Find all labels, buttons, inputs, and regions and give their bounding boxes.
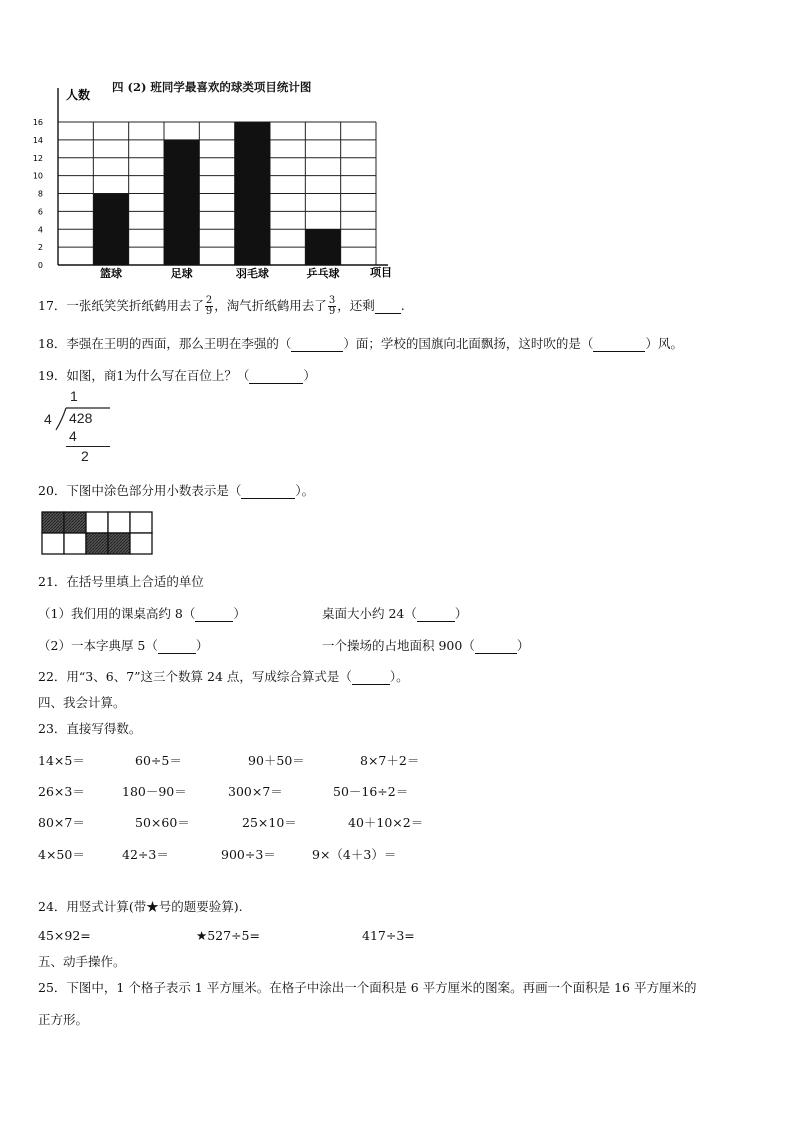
shaded-cell	[64, 512, 86, 533]
shaded-cell	[86, 533, 108, 554]
y-tick-label: 8	[37, 189, 43, 199]
calc-item: 25×10＝	[242, 815, 297, 830]
question-20	[38, 481, 314, 499]
fraction-denominator: 9	[205, 306, 213, 317]
q21-close: ）	[195, 638, 209, 653]
calc-item: 80×7＝	[38, 815, 85, 830]
calc-item: 50－16÷2＝	[333, 784, 409, 799]
chart-title: 四 (2) 班同学最喜欢的球类项目统计图	[112, 80, 312, 94]
fraction-numerator: 3	[328, 295, 336, 306]
calc-item: 9×（4＋3）＝	[312, 847, 397, 862]
calc-item: 300×7＝	[228, 784, 283, 799]
y-tick-label: 12	[32, 153, 43, 163]
q21-row2-right	[322, 636, 529, 654]
answer-blank[interactable]	[475, 638, 517, 654]
division-dividend: 428	[69, 410, 93, 426]
question-19	[38, 366, 316, 384]
calc-item: 60÷5＝	[135, 753, 182, 768]
y-tick-label: 10	[32, 171, 43, 181]
q21-row1-left	[38, 604, 246, 622]
q20-text-end: ）。	[295, 483, 315, 498]
q20-text: 20．下图中涂色部分用小数表示是（	[38, 483, 242, 498]
q19-text-end: ）	[303, 368, 316, 383]
answer-blank[interactable]	[195, 606, 233, 622]
q19-text: 19．如图，商1为什么写在百位上？（	[38, 368, 250, 383]
question-25-line1: 25．下图中，1 个格子表示 1 平方厘米。在格子中涂出一个面积是 6 平方厘米的图案。再画一个面积是 16 平方厘米的	[38, 980, 697, 995]
calc-item: 42÷3＝	[122, 847, 169, 862]
bar	[93, 194, 128, 266]
bar	[164, 140, 199, 265]
x-axis-label: 项目	[370, 266, 392, 279]
question-18	[38, 334, 683, 352]
grid-cell	[130, 512, 152, 533]
answer-blank[interactable]	[375, 298, 401, 314]
q18-text-a: 18．李强在王明的西面，那么王明在李强的（	[38, 336, 292, 351]
shaded-cell	[42, 512, 64, 533]
calc-item: 14×5＝	[38, 753, 85, 768]
fraction-2-9	[205, 296, 213, 317]
q18-text-b: ）面；学校的国旗向北面飘扬，这时吹的是（	[343, 336, 594, 351]
grid-cell	[86, 512, 108, 533]
q21-row2-left	[38, 636, 208, 654]
division-quotient: 1	[70, 388, 78, 404]
y-axis-label: 人数	[66, 88, 91, 102]
y-tick-label: 4	[37, 225, 43, 235]
vertical-calc-item: ★527÷5=	[196, 928, 260, 943]
calc-item: 900÷3＝	[221, 847, 276, 862]
calc-item: 26×3＝	[38, 784, 85, 799]
q17-text-b: ，淘气折纸鹤用去了	[214, 298, 327, 313]
grid-cell	[42, 533, 64, 554]
q18-text-c: ）风。	[645, 336, 683, 351]
y-tick-label: 0	[37, 261, 43, 270]
bar	[235, 122, 270, 265]
answer-blank[interactable]	[249, 368, 303, 384]
calc-item: 40＋10×2＝	[348, 815, 424, 830]
y-tick-label: 14	[32, 135, 43, 145]
question-21-title: 21．在括号里填上合适的单位	[38, 574, 204, 589]
q17-text-c: ，还剩	[337, 298, 375, 313]
division-divisor: 4	[44, 411, 52, 427]
answer-blank[interactable]	[352, 669, 390, 685]
q21-text: 一个操场的占地面积 900（	[322, 638, 475, 653]
shaded-grid	[41, 511, 153, 555]
division-remainder: 2	[81, 448, 89, 464]
answer-blank[interactable]	[593, 336, 645, 352]
section-4-heading: 四、我会计算。	[38, 695, 126, 710]
grid-cell	[130, 533, 152, 554]
fraction-denominator: 9	[328, 306, 336, 317]
vertical-calc-item: 417÷3=	[362, 928, 415, 943]
q21-close: ）	[454, 606, 468, 621]
bar	[305, 229, 340, 265]
vertical-calc-item: 45×92=	[38, 928, 91, 943]
x-category-label: 篮球	[100, 267, 122, 280]
division-product: 4	[69, 428, 77, 444]
y-tick-label: 16	[32, 118, 43, 127]
question-22	[38, 667, 409, 685]
q22-text-end: ）。	[389, 669, 409, 684]
answer-blank[interactable]	[291, 336, 343, 352]
calc-item: 180－90＝	[122, 784, 187, 799]
q21-text: （2）一本字典厚 5（	[38, 638, 158, 653]
answer-blank[interactable]	[158, 638, 196, 654]
question-25-line2: 正方形。	[38, 1012, 89, 1027]
question-23-title: 23．直接写得数。	[38, 721, 142, 736]
question-17	[38, 296, 405, 317]
division-line	[66, 446, 110, 447]
answer-blank[interactable]	[417, 606, 455, 622]
shaded-cell	[108, 533, 130, 554]
bar-chart	[30, 85, 410, 285]
y-tick-label: 6	[37, 207, 43, 217]
q17-text-a: 17．一张纸笑笑折纸鹤用去了	[38, 298, 204, 313]
calc-item: 50×60＝	[135, 815, 190, 830]
x-category-label: 乒乓球	[306, 267, 340, 280]
answer-blank[interactable]	[241, 483, 295, 499]
calc-item: 90＋50＝	[248, 753, 305, 768]
grid-cell	[108, 512, 130, 533]
x-category-label: 足球	[170, 267, 193, 280]
q21-text: （1）我们用的课桌高约 8（	[38, 606, 196, 621]
long-division-figure	[40, 388, 120, 468]
q21-row1-right	[322, 604, 467, 622]
grid-cell	[64, 533, 86, 554]
calc-item: 4×50＝	[38, 847, 85, 862]
x-category-label: 羽毛球	[235, 267, 269, 280]
q17-text-end: .	[400, 298, 405, 313]
fraction-3-9	[328, 296, 336, 317]
y-tick-label: 2	[37, 243, 43, 253]
fraction-numerator: 2	[205, 295, 213, 306]
calc-item: 8×7＋2＝	[360, 753, 420, 768]
question-24-title: 24．用竖式计算(带★号的题要验算).	[38, 899, 243, 914]
q21-close: ）	[233, 606, 246, 621]
q21-close: ）	[516, 638, 530, 653]
q22-text: 22．用“3、6、7”这三个数算 24 点，写成综合算式是（	[38, 669, 352, 684]
section-5-heading: 五、动手操作。	[38, 954, 126, 969]
q21-text: 桌面大小约 24（	[322, 606, 417, 621]
